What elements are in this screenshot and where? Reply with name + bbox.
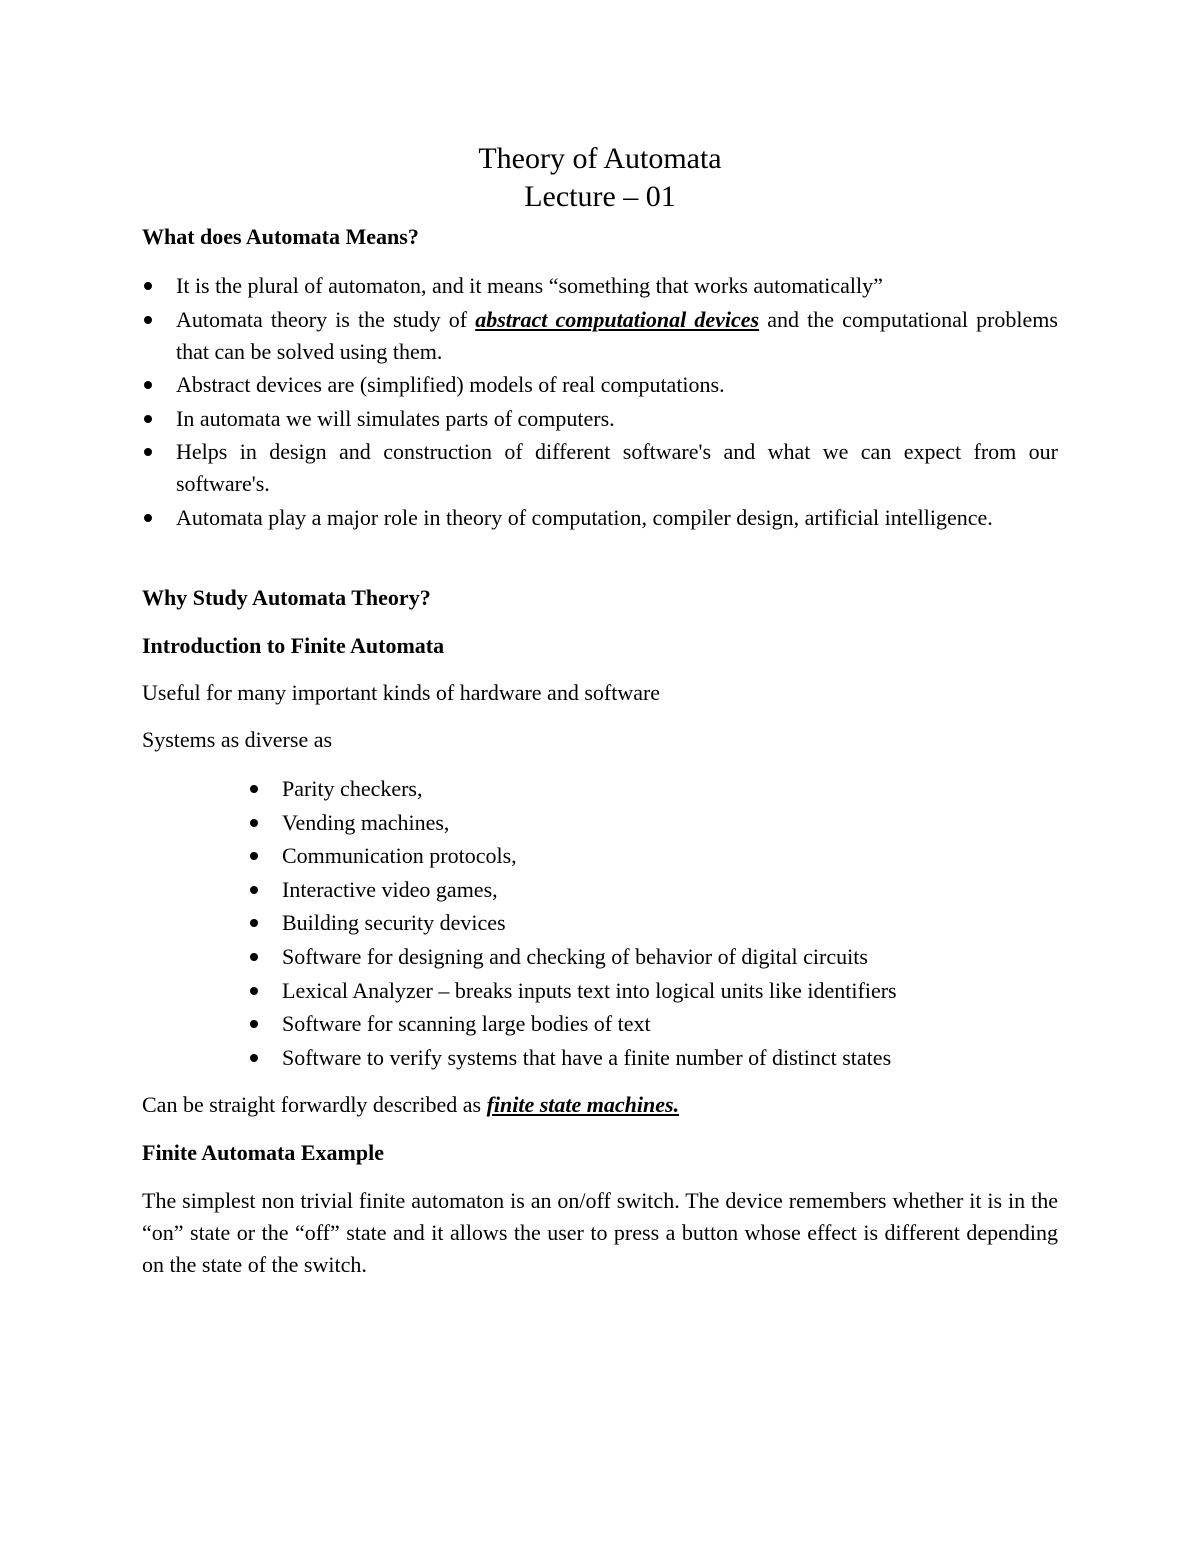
- paragraph-conclusion: [142, 1089, 679, 1121]
- systems-list: [248, 772, 1068, 1074]
- list-item: [142, 304, 1058, 368]
- heading-why-study-automata: Why Study Automata Theory?: [142, 585, 431, 610]
- list-item: Building security devices: [248, 906, 1068, 940]
- list-item: [142, 369, 1058, 401]
- list-item: Software for scanning large bodies of text: [248, 1007, 1068, 1041]
- list-item-text-before: Automata theory is the study of: [176, 306, 476, 332]
- paragraph-systems-as-diverse: Systems as diverse as: [142, 727, 333, 752]
- emphasis-finite-state-machines: finite state machines.: [486, 1092, 680, 1117]
- title-block: [0, 140, 1200, 216]
- heading-what-does-automata-mean: What does Automata Means?: [142, 224, 419, 249]
- list-item: [142, 502, 1058, 534]
- list-item-text: It is the plural of automaton, and it means “something that works automatically”: [176, 273, 883, 298]
- list-item: [142, 270, 1058, 302]
- emphasis-abstract-computational-devices: abstract computational devices: [475, 306, 760, 332]
- list-item: Communication protocols,: [248, 839, 1068, 873]
- list-item-text-after: and the computational problems that can be solved using them.: [176, 306, 1058, 364]
- list-item: [142, 403, 1058, 435]
- paragraph-useful-for: Useful for many important kinds of hardware and software: [142, 680, 661, 705]
- lecture-number: Lecture – 01: [524, 180, 676, 213]
- list-item: Software for designing and checking of behavior of digital circuits: [248, 940, 1068, 974]
- list-item: Parity checkers,: [248, 772, 1068, 806]
- list-item: [142, 436, 1058, 500]
- conclusion-text: Can be straight forwardly described as: [142, 1092, 487, 1117]
- heading-intro-finite-automata: Introduction to Finite Automata: [142, 633, 445, 658]
- list-item-text: Helps in design and construction of different software's and what we can expect from our software's.: [176, 439, 1058, 496]
- list-item: Software to verify systems that have a finite number of distinct states: [248, 1041, 1068, 1075]
- heading-finite-automata-example: Finite Automata Example: [142, 1140, 384, 1165]
- document-title: Theory of Automata: [478, 142, 722, 175]
- list-item: Vending machines,: [248, 806, 1068, 840]
- list-item: Lexical Analyzer – breaks inputs text into logical units like identifiers: [248, 974, 1068, 1008]
- paragraph-switch-example: The simplest non trivial finite automaton is an on/off switch. The device remembers whether it is in the “on” state or the “off” state and it allows the user to press a button whose effect is different depending on the state of the switch.: [142, 1188, 1058, 1277]
- list-item-text: In automata we will simulates parts of computers.: [176, 405, 615, 431]
- automata-meaning-list: [142, 270, 1058, 535]
- list-item: Interactive video games,: [248, 873, 1068, 907]
- list-item-text: Automata play a major role in theory of computation, compiler design, artificial intelligence.: [176, 504, 993, 530]
- list-item-text: Abstract devices are (simplified) models of real computations.: [176, 372, 725, 397]
